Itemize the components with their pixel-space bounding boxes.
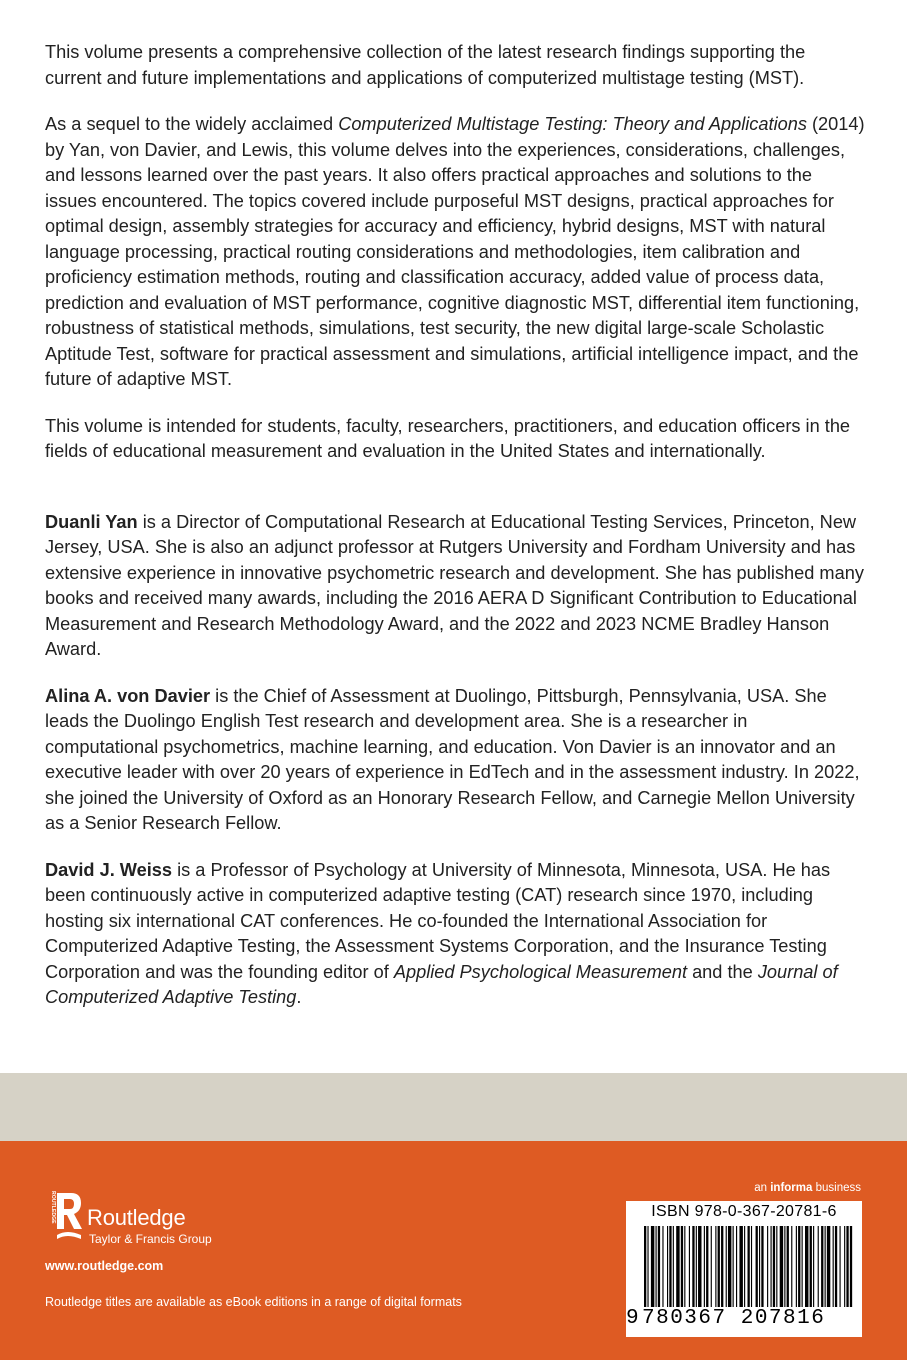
author-name: Alina A. von Davier: [45, 685, 211, 706]
bio-von-davier: [45, 684, 865, 837]
book-title-citation: Computerized Multistage Testing: Theory and Applications: [338, 114, 807, 134]
bio-text: is the Chief of Assessment at Duolingo, Pittsburgh, Pennsylvania, USA. She leads the Duolingo English Test research and development area. She is a researcher in computational psychometrics, machine learning, and education. Von Davier is an innovator and an executive leader with over 20 years of experience in EdTech and in the assessment industry. In 2022, she joined the University of Oxford as an Honorary Research Fellow, and Carnegie Mellon University as a Senior Research Fellow.: [45, 685, 860, 833]
publisher-footer: [0, 1141, 907, 1360]
isbn-lead-digit: 9: [626, 1307, 639, 1330]
ebook-note: Routledge titles are available as eBook editions in a range of digital formats: [45, 1295, 462, 1309]
informa-tagline: [754, 1182, 861, 1194]
logo-mark-text: ROUTLEDGE: [50, 1191, 56, 1224]
bio-yan: [45, 510, 865, 663]
bio-text: and the: [687, 961, 758, 982]
isbn-digits: 780367 207816: [642, 1307, 857, 1335]
bio-text: is a Professor of Psychology at University of Minnesota, Minnesota, USA. He has been continuously active in computerized adaptive testing (CAT) research since 1970, including hosting six international CAT conferences. He co-founded the International Association for Computerized Adaptive Testing, the Assessment Systems Corporation, and the Insurance Testing Corporation and was the founding editor of: [45, 859, 831, 982]
author-name: David J. Weiss: [45, 859, 173, 880]
description-text: (2014) by Yan, von Davier, and Lewis, this volume delves into the experiences, considerations, challenges, and lessons learned over the past years. It also offers practical approaches and solutions to the issues encountered. The topics covered include purposeful MST designs, practical approaches for optimal design, assembly strategies for accuracy and efficiency, hybrid designs, MST with natural language processing, practical routing considerations and methodologies, item calibration and proficiency estimation methods, routing and classification accuracy, added value of process data, prediction and evaluation of MST performance, cognitive diagnostic MST, differential item functioning, robustness of statistical methods, simulations, test security, the new digital large-scale Scholastic Aptitude Test, software for practical assessment and simulations, artificial intelligence impact, and the future of adaptive MST.: [45, 114, 865, 389]
informa-brand: informa: [770, 1182, 813, 1194]
bio-text: .: [296, 987, 302, 1007]
description-paragraph-2: [45, 112, 865, 393]
author-name: Duanli Yan: [45, 511, 138, 532]
publisher-url[interactable]: www.routledge.com: [45, 1259, 164, 1273]
description-paragraph-3: This volume is intended for students, faculty, researchers, practitioners, and education officers in the fields of educational measurement and evaluation in the United States and internationally.: [45, 415, 851, 461]
publisher-group: Taylor & Francis Group: [89, 1232, 212, 1246]
isbn-barcode: [626, 1201, 862, 1337]
bio-weiss: [45, 858, 865, 1011]
routledge-logo: [45, 1189, 212, 1247]
bio-text: is a Director of Computational Research at Educational Testing Services, Princeton, New Jersey, USA. She is also an adjunct professor at Rutgers University and Fordham University and has extensive experience in innovative psychometric research and development. She has published many books and received many awards, including the 2016 AERA D Significant Contribution to Educational Measurement and Research Methodology Award, and the 2022 and 2023 NCME Bradley Hanson Award.: [45, 511, 864, 659]
description-text: As a sequel to the widely acclaimed: [45, 114, 339, 134]
informa-post: business: [812, 1182, 861, 1194]
grey-band: [0, 1073, 907, 1141]
informa-pre: an: [754, 1182, 771, 1194]
journal-title: Journal of Computerized Adaptive Testing: [45, 961, 838, 1007]
isbn-label: ISBN 978-0-367-20781-6: [651, 1203, 837, 1220]
description-paragraph-1: This volume presents a comprehensive collection of the latest research findings supporting the current and future implementations and applications of computerized multistage testing (MST).: [45, 42, 806, 88]
routledge-logo-icon: [45, 1189, 85, 1247]
journal-title: Applied Psychological Measurement: [393, 961, 688, 982]
back-cover-text: [45, 40, 865, 1011]
publisher-name: Routledge: [87, 1205, 186, 1230]
